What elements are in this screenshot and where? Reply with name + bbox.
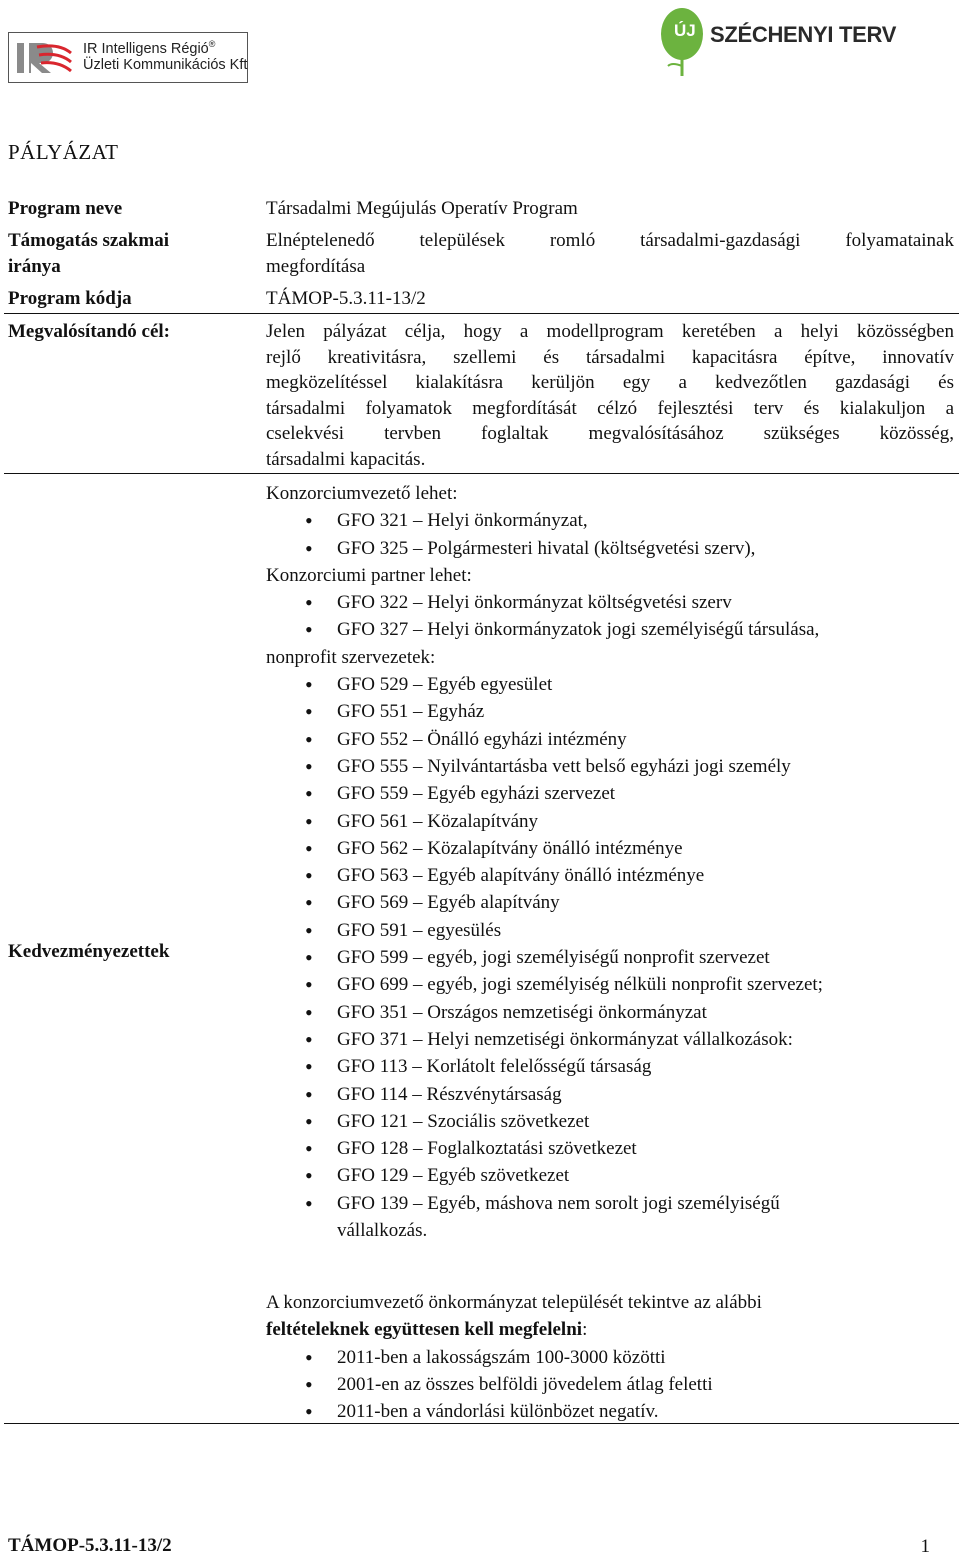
program-code-value: TÁMOP-5.3.11-13/2 <box>266 288 426 309</box>
list-item: • 2001-en az összes belföldi jövedelem átlag feletti <box>266 1371 956 1398</box>
conditions-intro-colon: : <box>582 1319 588 1341</box>
leader-title: Konzorciumvezető lehet: <box>266 483 458 504</box>
leader-list <box>266 507 956 562</box>
list-item-last-line1: GFO 139 – Egyéb, máshova nem sorolt jogi személyiségű <box>337 1192 780 1214</box>
list-item: • GFO 322 – Helyi önkormányzat költségvetési szerv <box>266 589 956 616</box>
list-item: • GFO 128 – Foglalkoztatási szövetkezet <box>266 1135 956 1162</box>
registered-mark: ® <box>208 39 216 49</box>
page-number: 1 <box>920 1536 930 1557</box>
list-item: • GFO 371 – Helyi nemzetiségi önkormányzat vállalkozások: <box>266 1026 956 1053</box>
ir-logo-line2: Üzleti Kommunikációs Kft <box>83 57 248 73</box>
goal-line: cselekvési tervben foglaltak megvalósításához szükséges közösség, <box>266 423 954 445</box>
list-item: • GFO 321 – Helyi önkormányzat, <box>266 507 956 534</box>
list-item: • GFO 555 – Nyilvántartásba vett belső egyházi jogi személy <box>266 753 956 780</box>
nonprofit-title: nonprofit szervezetek: <box>266 646 436 668</box>
list-item: • GFO 529 – Egyéb egyesület <box>266 671 956 698</box>
list-item: • GFO 114 – Részvénytársaság <box>266 1081 956 1108</box>
goal-label: Megvalósítandó cél: <box>8 321 171 342</box>
partner-title: Konzorciumi partner lehet: <box>266 564 472 586</box>
footer-program-code: TÁMOP-5.3.11-13/2 <box>8 1535 172 1556</box>
szechenyi-badge-text: ÚJ <box>674 21 696 40</box>
list-item: • GFO 591 – egyesülés <box>266 917 956 944</box>
szechenyi-name: SZÉCHENYI TERV <box>710 22 897 47</box>
divider <box>4 1423 959 1424</box>
direction-label-line1: Támogatás szakmai <box>8 230 169 251</box>
ir-logo-line1: IR Intelligens Régió® <box>83 39 216 57</box>
program-name-value: Társadalmi Megújulás Operatív Program <box>266 198 578 219</box>
szechenyi-leaf-icon <box>660 6 706 78</box>
list-item: • GFO 325 – Polgármesteri hivatal (költségvetési szerv), <box>266 535 956 562</box>
beneficiaries-label: Kedvezményezettek <box>8 941 170 962</box>
conditions-intro-line1: A konzorciumvezető önkormányzat települését tekintve az alábbi <box>266 1292 762 1313</box>
ir-logo <box>8 32 248 83</box>
list-item: • GFO 113 – Korlátolt felelősségű társaság <box>266 1053 956 1080</box>
goal-line: rejlő kreativitásra, szellemi és társadalmi kapacitásra építve, innovatív <box>266 346 954 368</box>
goal-line: Jelen pályázat célja, hogy a modellprogram keretében a helyi közösségben <box>266 321 954 342</box>
list-item: • GFO 562 – Közalapítvány önálló intézménye <box>266 835 956 862</box>
direction-value-line1: Elnéptelenedő települések romló társadalmi-gazdasági folyamatainak <box>266 230 954 251</box>
goal-line: megközelítéssel kialakításra kerüljön egy a kedvezőtlen gazdasági és <box>266 372 954 394</box>
ir-logo-mark-icon <box>15 39 77 77</box>
list-item: • GFO 552 – Önálló egyházi intézmény <box>266 726 956 753</box>
divider <box>4 313 959 314</box>
list-item: • GFO 599 – egyéb, jogi személyiségű nonprofit szervezet <box>266 944 956 971</box>
list-item: • GFO 121 – Szociális szövetkezet <box>266 1108 956 1135</box>
list-item: • GFO 559 – Egyéb egyházi szervezet <box>266 780 956 807</box>
conditions-intro-bold: feltételeknek együttesen kell megfelelni <box>266 1319 583 1341</box>
goal-line-last: társadalmi kapacitás. <box>266 449 426 470</box>
conditions-block <box>266 1289 956 1425</box>
direction-value-line2: megfordítása <box>266 256 366 277</box>
list-item: • GFO 129 – Egyéb szövetkezet <box>266 1162 956 1189</box>
divider <box>4 473 959 474</box>
direction-label-line2: iránya <box>8 256 61 277</box>
page-title: PÁLYÁZAT <box>8 140 119 164</box>
nonprofit-list <box>266 671 956 1244</box>
list-item: • GFO 563 – Egyéb alapítvány önálló intézménye <box>266 862 956 889</box>
list-item: • 2011-ben a vándorlási különbözet negatív. <box>266 1398 956 1425</box>
conditions-intro-line2 <box>266 1316 956 1343</box>
list-item: • GFO 699 – egyéb, jogi személyiség nélküli nonprofit szervezet; <box>266 971 956 998</box>
list-item: • GFO 569 – Egyéb alapítvány <box>266 889 956 916</box>
list-item: • GFO 551 – Egyház <box>266 698 956 725</box>
list-item: • GFO 327 – Helyi önkormányzatok jogi személyiségű társulása, <box>266 616 956 643</box>
program-code-label: Program kódja <box>8 288 132 309</box>
goal-line: társadalmi folyamatok megfordítását célzó fejlesztési terv és kialakuljon a <box>266 397 954 419</box>
partner-list <box>266 589 956 644</box>
szechenyi-terv-logo <box>660 6 897 78</box>
list-item: • GFO 351 – Országos nemzetiségi önkormányzat <box>266 999 956 1026</box>
beneficiaries-list <box>266 480 956 1244</box>
list-item: • GFO 561 – Közalapítvány <box>266 808 956 835</box>
list-item-last <box>266 1190 956 1245</box>
list-item-last-line2: vállalkozás. <box>337 1220 428 1242</box>
conditions-list <box>266 1344 956 1426</box>
program-name-label: Program neve <box>8 198 123 219</box>
list-item: • 2011-ben a lakosságszám 100-3000 közötti <box>266 1344 956 1371</box>
